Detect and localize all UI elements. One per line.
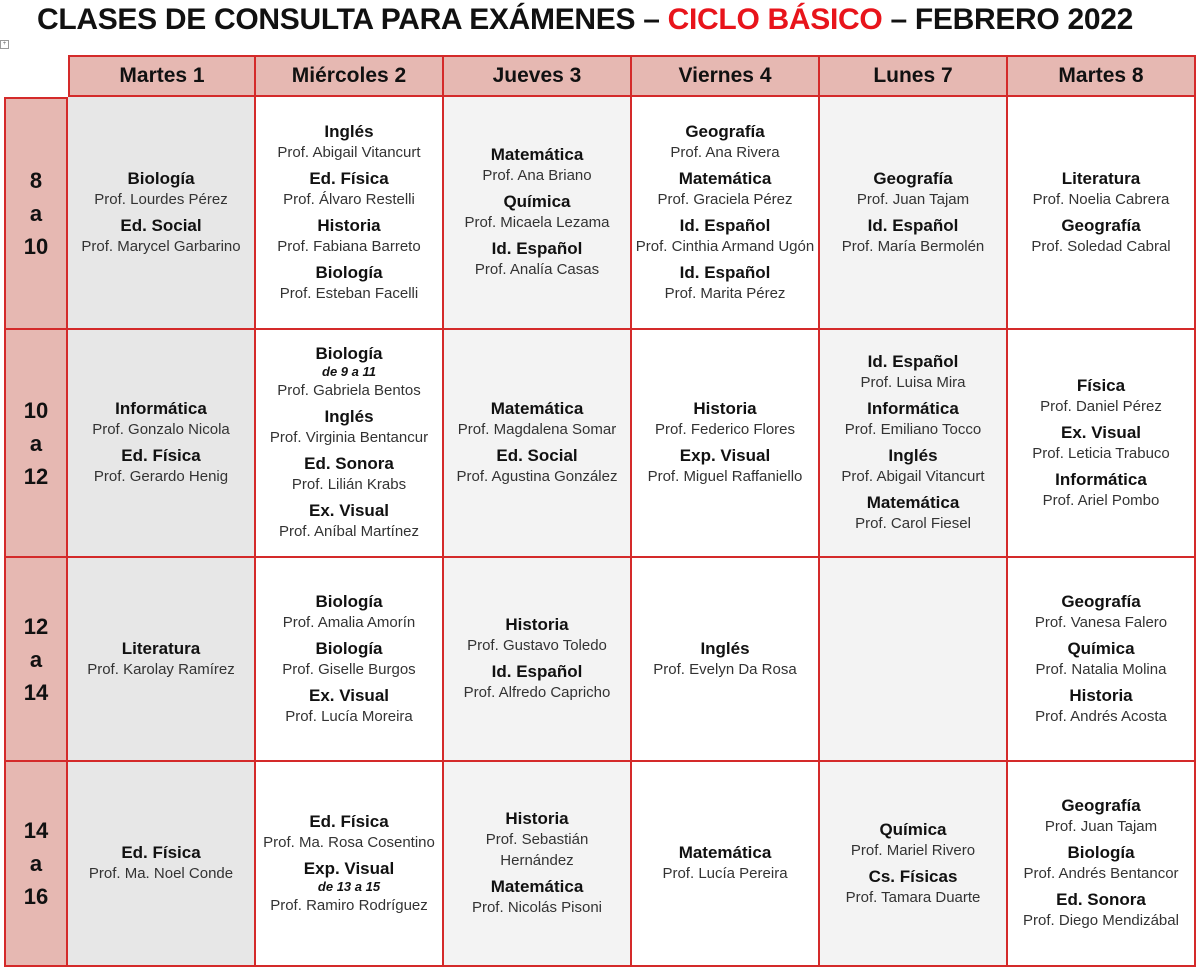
- class-entry: [1035, 592, 1167, 633]
- teacher-name: Prof. Gustavo Toledo: [467, 637, 607, 654]
- class-entry: [1040, 376, 1162, 417]
- teacher-name: Prof. Marycel Garbarino: [81, 237, 241, 255]
- subject-name: Inglés: [324, 121, 374, 141]
- schedule-cell: [256, 97, 444, 330]
- schedule-cell: [68, 97, 256, 330]
- class-entry: [841, 446, 984, 487]
- subject-name: Informática: [867, 399, 959, 418]
- class-entry: [665, 263, 786, 304]
- schedule-cell: [444, 558, 632, 762]
- class-entry: [653, 639, 796, 680]
- class-entry: [467, 615, 607, 656]
- subject-name: Química: [503, 192, 571, 211]
- time-slot-to: 14: [23, 679, 49, 705]
- teacher-name: Prof. Soledad Cabral: [1031, 237, 1171, 255]
- schedule-cell: [820, 558, 1008, 762]
- subject-name: Ed. Sonora: [1056, 890, 1146, 909]
- time-slot-to: 16: [23, 884, 49, 909]
- time-slot-to: 10: [23, 234, 49, 259]
- class-entry: [292, 454, 406, 495]
- class-entry: [87, 639, 235, 680]
- class-entry: [851, 820, 975, 861]
- class-entry: [670, 122, 779, 163]
- teacher-name: Prof. Lucía Moreira: [285, 707, 413, 725]
- class-entry: [657, 169, 792, 210]
- time-slot: [4, 97, 68, 330]
- subject-name: Inglés: [324, 407, 374, 426]
- schedule-cell: [1008, 762, 1196, 967]
- teacher-name: Prof. Fabiana Barreto: [277, 237, 421, 255]
- subject-name: Geografía: [1061, 591, 1141, 611]
- day-header: Martes 8: [1008, 55, 1196, 97]
- teacher-name: Prof. Miguel Raffaniello: [647, 468, 803, 485]
- teacher-name: Prof. Lilián Krabs: [291, 476, 407, 493]
- schedule-cell: [1008, 330, 1196, 558]
- teacher-name: Prof. Diego Mendizábal: [1023, 912, 1179, 929]
- time-slot-from: 8: [29, 168, 43, 193]
- subject-name: Física: [1076, 375, 1126, 395]
- teacher-name: Prof. Cinthia Armand Ugón: [635, 237, 815, 255]
- time-slot: [4, 762, 68, 967]
- subject-name: Historia: [1069, 685, 1133, 705]
- schedule-cell: [444, 762, 632, 967]
- teacher-name: Prof. Emiliano Tocco: [844, 421, 982, 438]
- class-entry: [482, 145, 591, 186]
- subject-name: Informática: [1055, 469, 1147, 489]
- subject-name: Ed. Sonora: [304, 454, 394, 473]
- time-slot-to: 12: [23, 463, 49, 489]
- subject-name: Historia: [505, 615, 569, 634]
- subject-name: Id. Español: [679, 215, 771, 235]
- teacher-name: Prof. Aníbal Martínez: [278, 523, 420, 540]
- teacher-name: Prof. Micaela Lezama: [464, 214, 610, 231]
- subject-name: Biología: [1067, 843, 1135, 862]
- subject-name: Química: [879, 819, 947, 839]
- subject-name: Ex. Visual: [1060, 422, 1141, 442]
- teacher-name: Prof. Marita Pérez: [664, 284, 786, 302]
- subject-name: Matemática: [490, 877, 584, 896]
- teacher-name: Prof. Gonzalo Nicola: [92, 421, 230, 438]
- subject-name: Geografía: [685, 121, 765, 141]
- teacher-name: Prof. Magdalena Somar: [457, 421, 617, 438]
- class-entry: [81, 216, 240, 257]
- subject-name: Historia: [693, 399, 757, 418]
- teacher-name: Prof. Juan Tajam: [1044, 818, 1158, 835]
- subject-name: Cs. Físicas: [868, 866, 958, 886]
- schedule-cell: [632, 97, 820, 330]
- teacher-name: Prof. Alfredo Capricho: [463, 684, 611, 701]
- schedule-cell: [1008, 558, 1196, 762]
- subject-name: Literatura: [121, 638, 201, 658]
- teacher-name: Prof. Ariel Pombo: [1042, 491, 1160, 509]
- subject-name: Ed. Social: [496, 446, 578, 465]
- schedule-cell: [632, 330, 820, 558]
- time-slot: [4, 330, 68, 558]
- subject-name: Biología: [315, 591, 383, 611]
- class-entry: [1043, 470, 1160, 511]
- teacher-name: Prof. Ma. Noel Conde: [88, 865, 234, 882]
- title-part-1: CLASES DE CONSULTA PARA EXÁMENES –: [36, 3, 668, 36]
- teacher-name: Prof. Esteban Facelli: [279, 284, 419, 302]
- time-slot-from: 12: [23, 613, 49, 639]
- schedule-table: [4, 55, 1197, 967]
- subject-name: Historia: [317, 215, 381, 235]
- teacher-name: Prof. Lourdes Pérez: [94, 190, 228, 208]
- teacher-name: Prof. Natalia Molina: [1035, 660, 1167, 678]
- teacher-name: Prof. Abigail Vitancurt: [277, 143, 421, 161]
- schedule-cell: [632, 558, 820, 762]
- teacher-name: Prof. Abigail Vitancurt: [841, 468, 985, 485]
- teacher-name: Prof. Amalia Amorín: [282, 613, 416, 631]
- teacher-name: Prof. Lucía Pereira: [662, 865, 788, 882]
- class-entry: [457, 446, 618, 487]
- subject-name: Matemática: [490, 145, 584, 164]
- title-part-2: – FEBRERO 2022: [882, 3, 1134, 36]
- teacher-name: Prof. Ana Rivera: [670, 143, 780, 161]
- subject-name: Id. Español: [867, 352, 959, 371]
- schedule-cell: [444, 97, 632, 330]
- subject-name: Id. Español: [491, 239, 583, 258]
- class-entry: [1023, 890, 1179, 931]
- teacher-name: Prof. Álvaro Restelli: [283, 190, 415, 208]
- time-slot-from: 14: [23, 818, 49, 843]
- time-slot-sep: a: [29, 851, 43, 876]
- subject-name: Inglés: [700, 638, 750, 658]
- class-entry: [277, 344, 420, 401]
- title-highlight: CICLO BÁSICO: [667, 3, 883, 36]
- page-title: [0, 2, 1170, 38]
- class-entry: [464, 662, 611, 703]
- class-entry: [277, 122, 420, 163]
- subject-name: Geografía: [1061, 215, 1141, 235]
- subject-name: Ed. Social: [120, 215, 202, 235]
- time-slot-sep: a: [29, 201, 43, 226]
- class-entry: [277, 216, 420, 257]
- class-entry: [855, 493, 971, 534]
- class-entry: [89, 843, 233, 884]
- schedule-cell: [820, 762, 1008, 967]
- teacher-name: Prof. Graciela Pérez: [657, 190, 793, 208]
- table-move-handle-icon[interactable]: +: [0, 40, 9, 49]
- subject-name: Matemática: [678, 168, 772, 188]
- teacher-name: Prof. Tamara Duarte: [845, 888, 981, 906]
- teacher-name: Prof. Karolay Ramírez: [87, 660, 235, 678]
- subject-name: Geografía: [1061, 796, 1141, 815]
- teacher-name: Prof. Ana Briano: [482, 167, 592, 184]
- subject-name: Exp. Visual: [679, 446, 771, 465]
- class-entry: [1045, 796, 1157, 837]
- teacher-name: Prof. Carol Fiesel: [855, 515, 971, 532]
- day-header: Miércoles 2: [256, 55, 444, 97]
- teacher-name: Prof. Evelyn Da Rosa: [653, 660, 797, 678]
- teacher-name: Prof. Analía Casas: [474, 261, 600, 278]
- class-entry: [1031, 216, 1170, 257]
- subject-name: Química: [1067, 638, 1135, 658]
- subject-name: Biología: [315, 638, 383, 658]
- teacher-name: Prof. Nicolás Pisoni: [471, 899, 603, 916]
- teacher-name: Prof. Ma. Rosa Cosentino: [263, 833, 435, 851]
- time-slot-from: 10: [23, 397, 49, 423]
- subject-name: Ed. Física: [309, 811, 389, 831]
- subject-name: Matemática: [866, 493, 960, 512]
- day-header: Lunes 7: [820, 55, 1008, 97]
- teacher-name: Prof. Giselle Burgos: [282, 660, 416, 678]
- teacher-name: Prof. Ramiro Rodríguez: [270, 896, 428, 914]
- class-entry: [648, 446, 803, 487]
- schedule-cell: [632, 762, 820, 967]
- teacher-name: Prof. María Bermolén: [841, 237, 985, 255]
- teacher-name: Prof. Agustina González: [456, 468, 618, 485]
- class-entry: [280, 263, 418, 304]
- subject-name: Biología: [315, 344, 383, 363]
- subject-name: Historia: [505, 809, 569, 828]
- class-entry: [94, 446, 228, 487]
- teacher-name: Prof. Vanesa Falero: [1034, 613, 1168, 631]
- teacher-name: Prof. Sebastián Hernández: [485, 831, 589, 869]
- subject-name: Ex. Visual: [308, 501, 389, 520]
- class-entry: [662, 843, 787, 884]
- class-entry: [270, 407, 428, 448]
- class-entry: [263, 812, 435, 853]
- subject-name: Matemática: [490, 399, 584, 418]
- class-entry: [636, 216, 814, 257]
- time-note: de 13 a 15: [317, 878, 381, 894]
- subject-name: Exp. Visual: [303, 858, 395, 878]
- teacher-name: Prof. Federico Flores: [654, 421, 796, 438]
- teacher-name: Prof. Leticia Trabuco: [1032, 444, 1170, 462]
- schedule-cell: [68, 558, 256, 762]
- subject-name: Id. Español: [867, 215, 959, 235]
- class-entry: [1036, 639, 1167, 680]
- schedule-cell: [820, 330, 1008, 558]
- subject-name: Ed. Física: [121, 843, 201, 862]
- time-slot-sep: a: [29, 646, 43, 672]
- schedule-cell: [256, 762, 444, 967]
- teacher-name: Prof. Juan Tajam: [856, 190, 970, 208]
- subject-name: Literatura: [1061, 168, 1141, 188]
- class-entry: [270, 859, 428, 916]
- class-entry: [472, 877, 602, 918]
- subject-name: Matemática: [678, 843, 772, 862]
- subject-name: Id. Español: [491, 662, 583, 681]
- time-note: de 9 a 11: [322, 364, 376, 379]
- day-header: Viernes 4: [632, 55, 820, 97]
- class-entry: [447, 809, 627, 871]
- class-entry: [860, 352, 965, 393]
- class-entry: [94, 169, 227, 210]
- class-entry: [464, 192, 609, 233]
- class-entry: [279, 501, 419, 542]
- day-header: Martes 1: [68, 55, 256, 97]
- schedule-cell: [68, 330, 256, 558]
- class-entry: [283, 169, 415, 210]
- class-entry: [1035, 686, 1167, 727]
- schedule-cell: [444, 330, 632, 558]
- class-entry: [1033, 169, 1170, 210]
- class-entry: [475, 239, 599, 280]
- subject-name: Informática: [115, 399, 207, 418]
- class-entry: [1032, 423, 1170, 464]
- subject-name: Biología: [315, 262, 383, 282]
- time-slot: [4, 558, 68, 762]
- class-entry: [842, 216, 985, 257]
- teacher-name: Prof. Mariel Rivero: [850, 841, 976, 859]
- teacher-name: Prof. Andrés Bentancor: [1023, 865, 1179, 882]
- schedule-cell: [1008, 97, 1196, 330]
- teacher-name: Prof. Gabriela Bentos: [277, 382, 421, 399]
- class-entry: [857, 169, 969, 210]
- schedule-cell: [68, 762, 256, 967]
- schedule-cell: [820, 97, 1008, 330]
- subject-name: Ed. Física: [121, 446, 201, 465]
- teacher-name: Prof. Luisa Mira: [860, 374, 966, 391]
- teacher-name: Prof. Gerardo Henig: [93, 468, 229, 485]
- teacher-name: Prof. Daniel Pérez: [1040, 397, 1162, 415]
- class-entry: [282, 639, 415, 680]
- class-entry: [283, 592, 416, 633]
- class-entry: [846, 867, 981, 908]
- class-entry: [845, 399, 981, 440]
- class-entry: [1023, 843, 1178, 884]
- subject-name: Ed. Física: [309, 168, 389, 188]
- teacher-name: Prof. Virginia Bentancur: [269, 429, 429, 446]
- class-entry: [458, 399, 616, 440]
- class-entry: [285, 686, 413, 727]
- schedule-cell: [256, 558, 444, 762]
- teacher-name: Prof. Andrés Acosta: [1035, 707, 1167, 725]
- table-corner: [4, 55, 68, 97]
- subject-name: Id. Español: [679, 262, 771, 282]
- time-slot-sep: a: [29, 430, 43, 456]
- schedule-cell: [256, 330, 444, 558]
- class-entry: [655, 399, 795, 440]
- teacher-name: Prof. Noelia Cabrera: [1032, 190, 1170, 208]
- subject-name: Geografía: [873, 168, 953, 188]
- day-header: Jueves 3: [444, 55, 632, 97]
- subject-name: Biología: [127, 168, 195, 188]
- subject-name: Inglés: [888, 446, 938, 465]
- subject-name: Ex. Visual: [308, 685, 389, 705]
- class-entry: [92, 399, 230, 440]
